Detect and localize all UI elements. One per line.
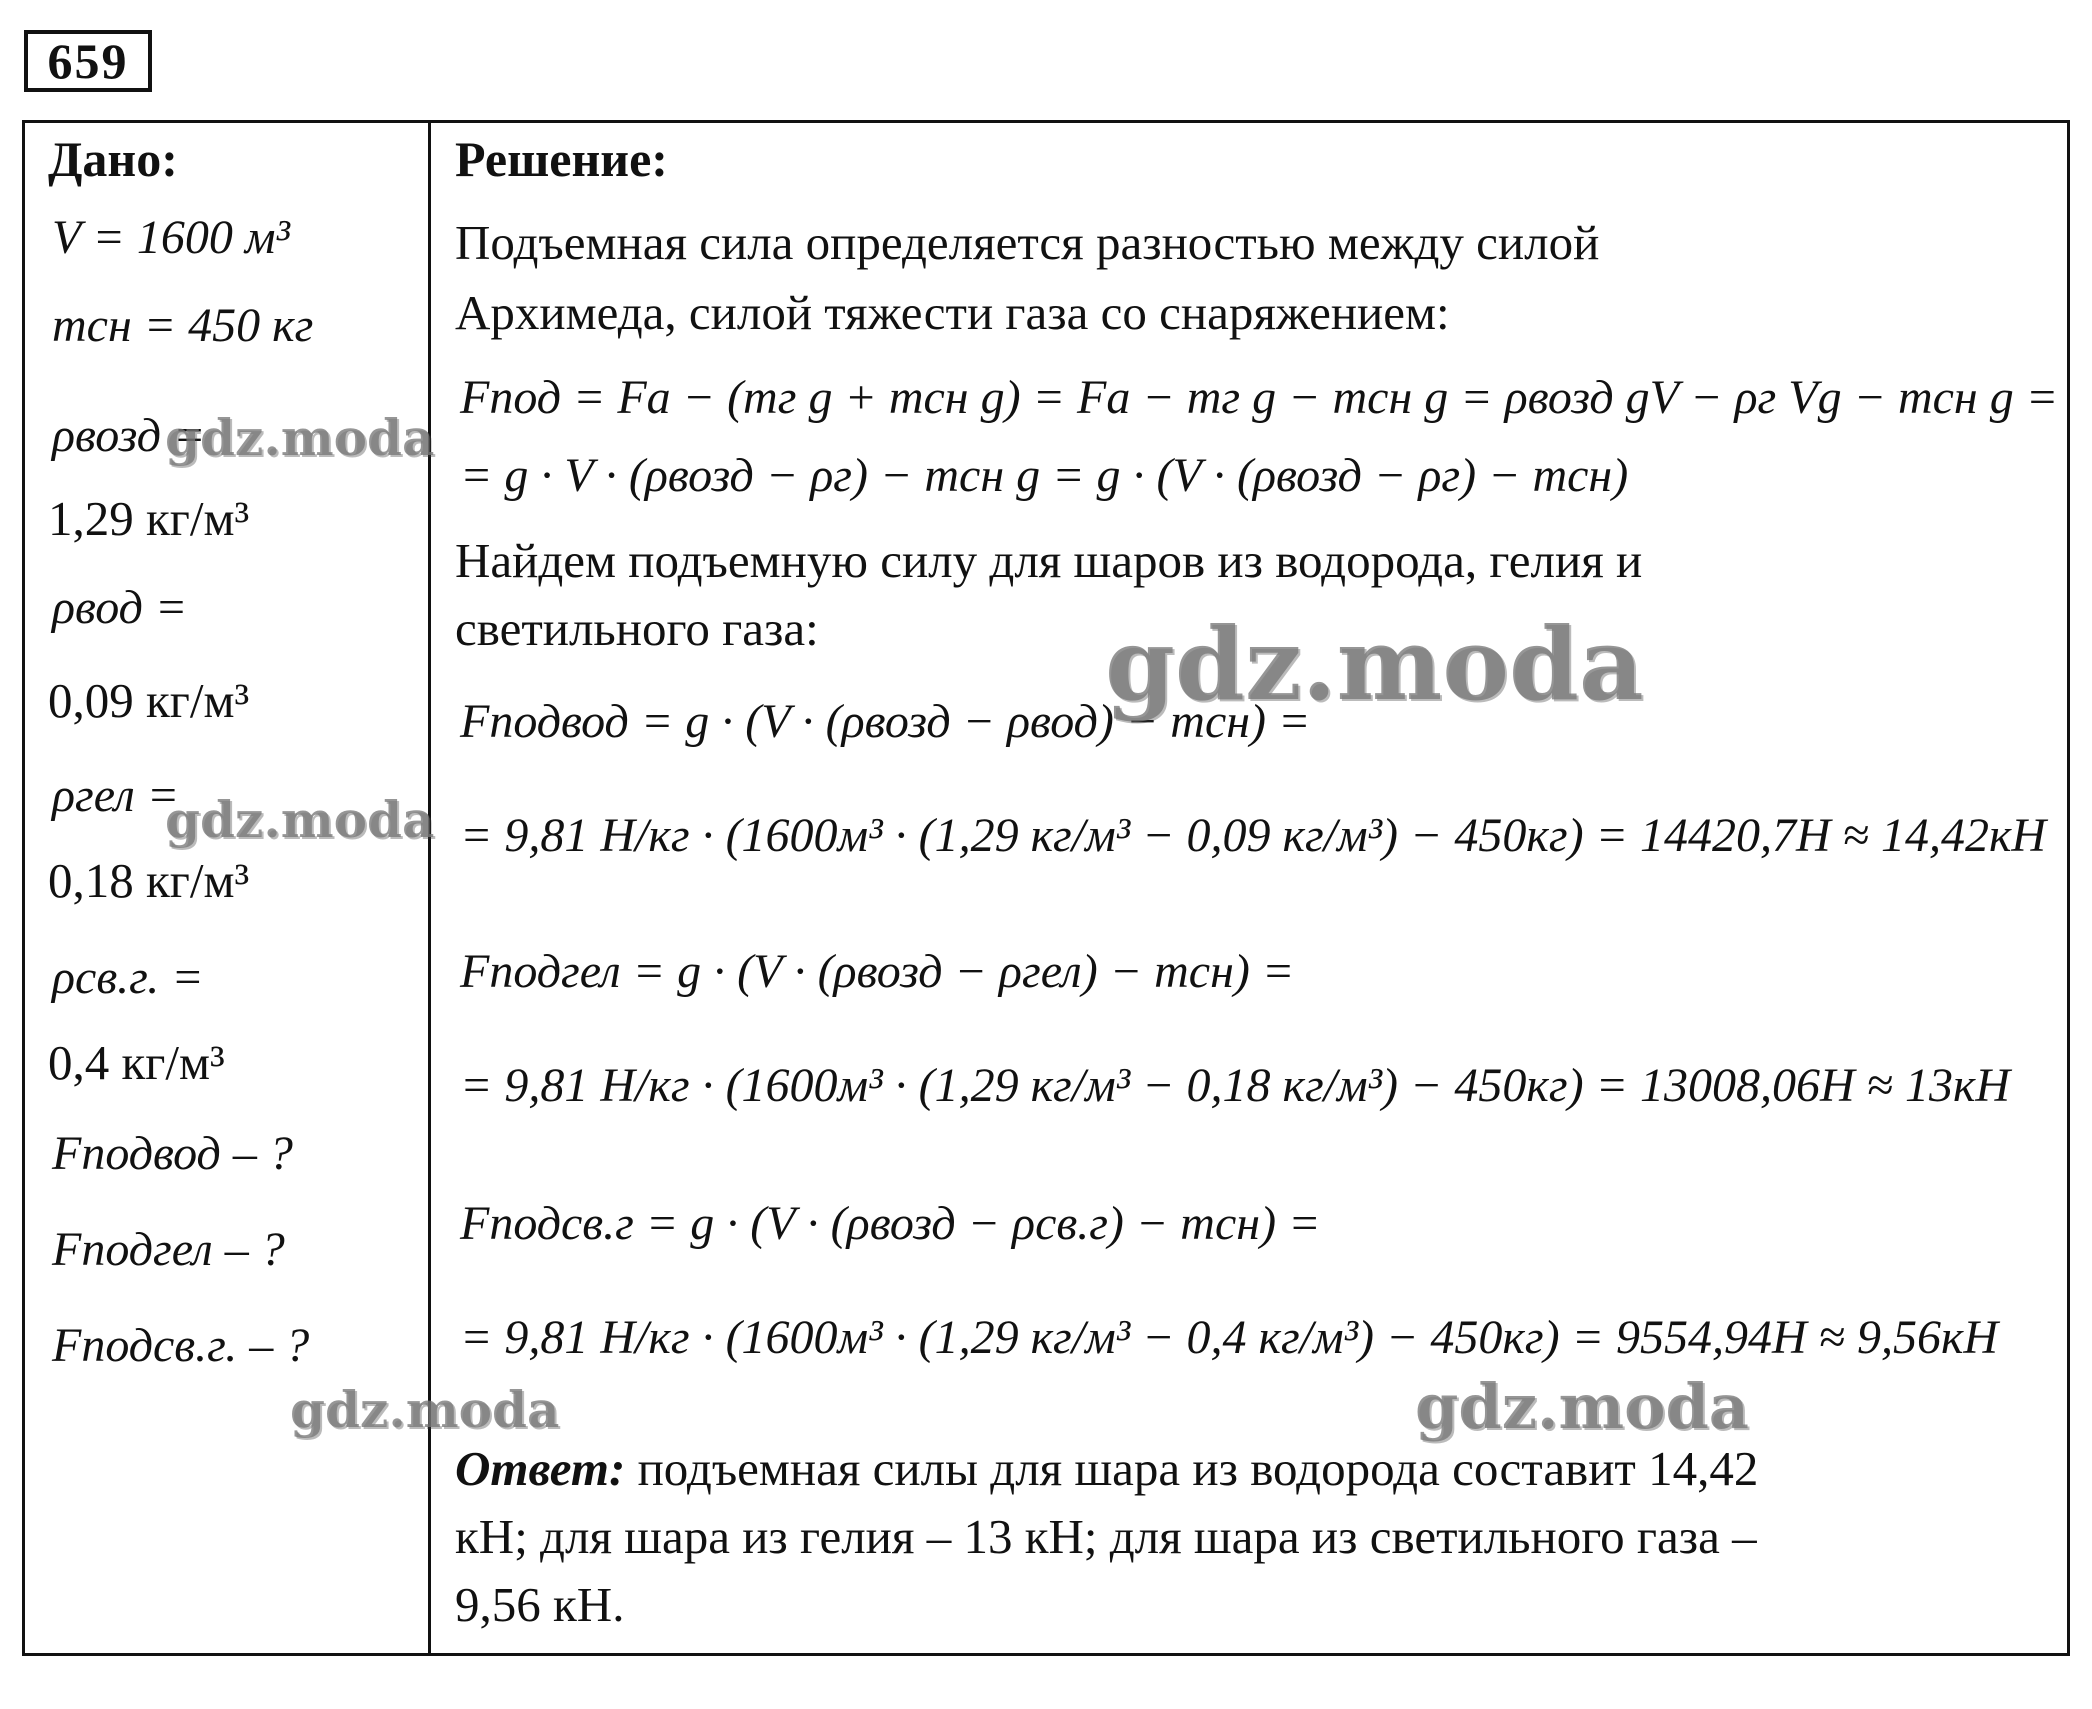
given-hydrogen-density-label: ρвод = <box>52 581 188 634</box>
solution-intro-line-1: Подъемная сила определяется разностью между силой <box>455 215 1600 270</box>
find-gas-force: Fподсв.г. – ? <box>52 1319 310 1372</box>
solution-intro-line-2: Архимеда, силой тяжести газа со снаряжением: <box>455 285 1450 340</box>
gas-formula: Fподсв.г = g · (V · (ρвозд − ρсв.г) − mсн) = <box>460 1197 1321 1250</box>
answer-line-1 <box>455 1440 1758 1497</box>
solution-title: Решение: <box>455 131 668 187</box>
answer-label: Ответ: <box>455 1441 626 1496</box>
given-title: Дано: <box>48 131 178 187</box>
given-air-density-label: ρвозд = <box>52 409 206 462</box>
general-formula-line-2: = g · V · (ρвозд − ρг) − mсн g = g · (V · (ρвозд − ρг) − mсн) <box>460 449 1629 502</box>
answer-line-3: 9,56 кН. <box>455 1577 625 1632</box>
given-helium-density-value: 0,18 кг/м³ <box>48 853 250 908</box>
watermark: gdz.moda <box>1105 605 1644 723</box>
find-text-line-1: Найдем подъемную силу для шаров из водорода, гелия и <box>455 533 1643 588</box>
given-equipment-mass: mсн = 450 кг <box>52 299 314 352</box>
watermark: gdz.moda <box>1415 1370 1749 1443</box>
given-gas-density-label: ρсв.г. = <box>52 951 204 1004</box>
given-gas-density-value: 0,4 кг/м³ <box>48 1035 225 1090</box>
given-helium-density-label: ρгел = <box>52 769 180 822</box>
helium-calculation: = 9,81 Н/кг · (1600м³ · (1,29 кг/м³ − 0,18 кг/м³) − 450кг) = 13008,06Н ≈ 13кН <box>460 1059 2011 1112</box>
given-air-density-value: 1,29 кг/м³ <box>48 491 250 546</box>
answer-line-2: кН; для шара из гелия – 13 кН; для шара из светильного газа – <box>455 1509 1757 1564</box>
helium-formula: Fподгел = g · (V · (ρвозд − ρгел) − mсн) = <box>460 945 1295 998</box>
watermark: gdz.moda <box>165 790 435 849</box>
given-hydrogen-density-value: 0,09 кг/м³ <box>48 673 250 728</box>
hydrogen-formula: Fподвод = g · (V · (ρвозд − ρвод) − mсн) = <box>460 695 1311 748</box>
general-formula-line-1: Fпод = Fа − (mг g + mсн g) = Fа − mг g − mсн g = ρвозд gV − ρг Vg − mсн g = <box>460 371 2059 424</box>
watermark: gdz.moda <box>290 1380 560 1439</box>
given-volume: V = 1600 м³ <box>52 211 290 264</box>
find-text-line-2: светильного газа: <box>455 601 819 656</box>
find-helium-force: Fподгел – ? <box>52 1223 285 1276</box>
gas-calculation: = 9,81 Н/кг · (1600м³ · (1,29 кг/м³ − 0,4 кг/м³) − 450кг) = 9554,94Н ≈ 9,56кН <box>460 1311 1999 1364</box>
answer-text-1: подъемная силы для шара из водорода составит 14,42 <box>637 1441 1759 1496</box>
find-hydrogen-force: Fподвод – ? <box>52 1127 293 1180</box>
problem-number: 659 <box>24 30 152 92</box>
hydrogen-calculation: = 9,81 Н/кг · (1600м³ · (1,29 кг/м³ − 0,09 кг/м³) − 450кг) = 14420,7Н ≈ 14,42кН <box>460 809 2047 862</box>
watermark: gdz.moda <box>165 408 435 467</box>
